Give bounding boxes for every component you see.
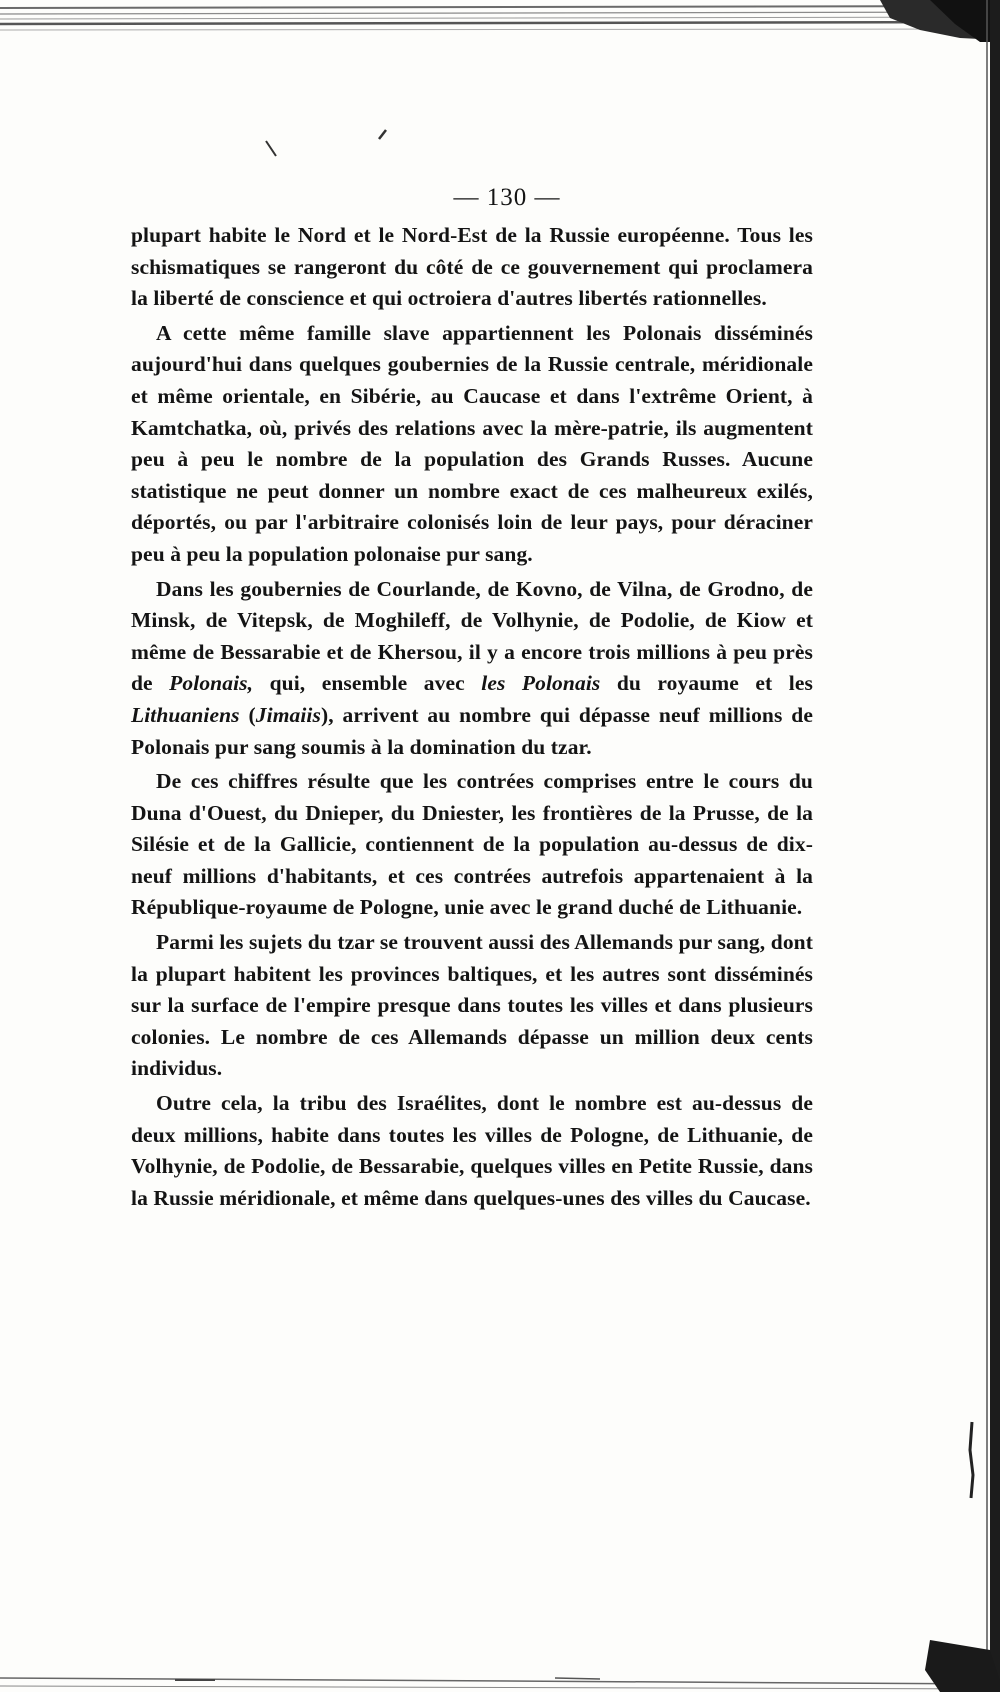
text-run: Outre cela, la tribu des Israélites, dont le nombre est au-dessus de deux millions, habite dans toutes les villes de Pologne, de Lithuanie, de Volhynie, de Podolie, de Bessarabie, quelques villes en Petite Russie, dans la Russie méridionale, et même dans quelques-unes des villes du Caucase. [131,1091,813,1210]
text-run: ), arrivent au nombre qui dépasse neuf millions de Polonais pur sang soumis à la domination du tzar. [131,702,813,759]
paragraph [131,927,813,1085]
paragraph [131,220,813,315]
text-run: Parmi les sujets du tzar se trouvent aussi des Allemands pur sang, dont la plupart habitent les provinces baltiques, et les autres sont disséminés sur la surface de l'empire presque dans toutes les villes et dans plusieurs colonies. Le nombre de ces Allemands dépasse un million deux cents individus. [131,930,813,1081]
text-run: A cette même famille slave appartiennent les Polonais disséminés aujourd'hui dans quelques goubernies de la Russie centrale, méridionale et même orientale, en Sibérie, au Caucase et dans l'extrême Orient, à Kamtchatka, où, privés des relations avec la mère-patrie, ils augmentent peu à peu le nombre de la population des Grands Russes. Aucune statistique ne peut donner un nombre exact de ces malheureux exilés, déportés, ou par l'arbitraire colonisés loin de leur pays, pour déraciner peu à peu la population polonaise pur sang. [131,320,813,566]
text-run: ( [239,702,256,727]
right-margin-mark [964,1420,980,1500]
page-number [0,184,1000,212]
stray-mark [375,128,389,142]
text-run: Dans les goubernies de Courlande, de Kovno, de Vilna, de Grodno, de Minsk, de Vitepsk, de Moghileff, de Volhynie, de Podolie, de Kiow et même de Bessarabie et de Khersou, il y a encore trois millions à peu près de [131,576,813,696]
bottom-scan-edge [0,1640,1000,1692]
italic-text: les Polonais [481,671,601,696]
paragraph [131,318,813,571]
body-text [131,220,813,1214]
top-scan-edge [0,0,1000,42]
stray-mark [262,138,286,162]
text-run: qui, ensemble avec [253,671,482,696]
paragraph [131,1088,813,1214]
text-run: De ces chiffres résulte que les contrées comprises entre le cours du Duna d'Ouest, du Dnieper, du Dniester, les frontières de la Prusse, de la Silésie et de la Gallicie, contiennent de la population au-dessus de dix-neuf millions d'habitants, et ces contrées autrefois appartenaient à la République-royaume de Pologne, unie avec le grand duché de Lithuanie. [131,769,813,920]
text-run: plupart habite le Nord et le Nord-Est de la Russie européenne. Tous les schismatiques se rangeront du côté de ce gouvernement qui proclamera la liberté de conscience et qui octroiera d'autres libertés rationnelles. [131,223,813,311]
italic-text: Lithuaniens [131,702,240,727]
paragraph [131,574,813,764]
italic-text: Jimaiis [255,702,321,727]
right-scan-edge [984,0,1000,1692]
italic-text: Polonais, [169,671,254,696]
text-run: du royaume et les [600,671,813,696]
page-number-text: — 130 — [453,184,561,211]
paragraph [131,766,813,924]
